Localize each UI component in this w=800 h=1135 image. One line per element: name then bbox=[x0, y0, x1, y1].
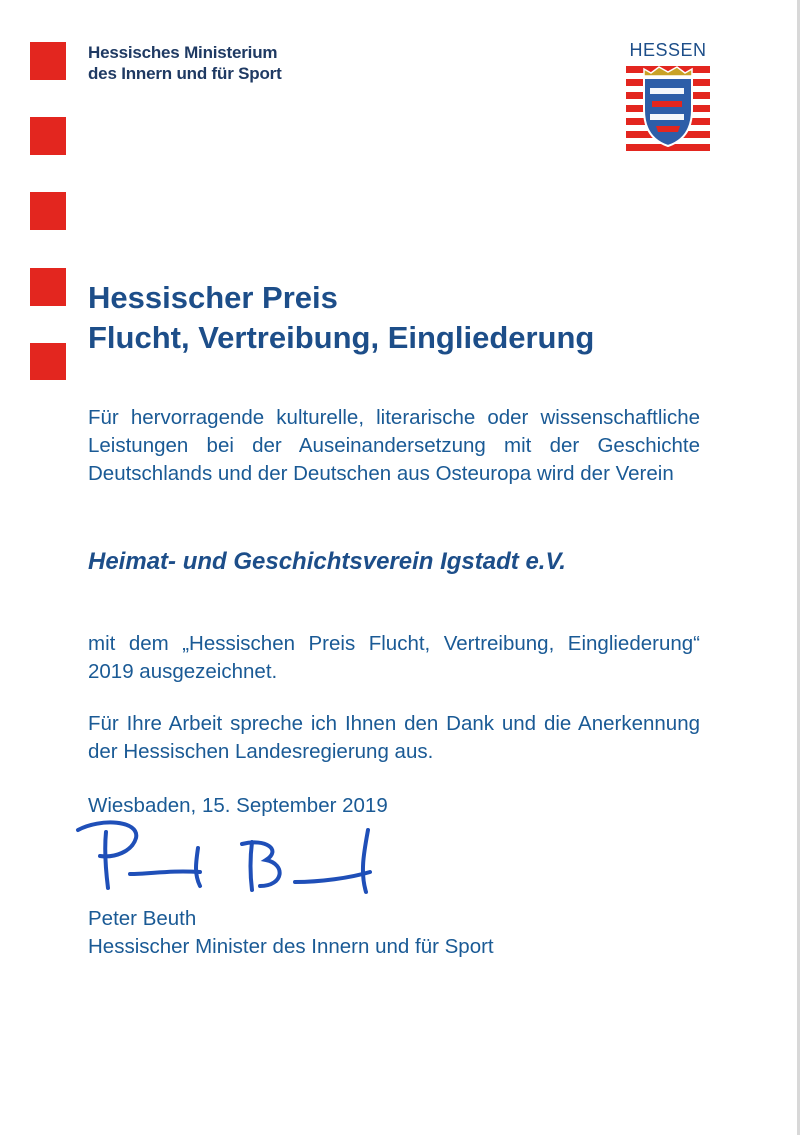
page-title bbox=[88, 278, 594, 358]
title-line-2: Flucht, Vertreibung, Eingliederung bbox=[88, 320, 595, 355]
ministry-name bbox=[88, 42, 282, 84]
handwritten-signature bbox=[70, 812, 390, 902]
awardee-organization: Heimat- und Geschichtsverein Igstadt e.V. bbox=[88, 548, 566, 575]
hessen-state-logo bbox=[624, 40, 712, 152]
red-square-decoration bbox=[30, 343, 66, 380]
title-line-1: Hessischer Preis bbox=[88, 280, 338, 315]
hessen-coat-of-arms-icon bbox=[626, 66, 710, 152]
place-and-date: Wiesbaden, 15. September 2019 bbox=[88, 794, 388, 817]
award-paragraph: mit dem „Hessischen Preis Flucht, Vertreibung, Eingliederung“ 2019 ausgezeichnet. bbox=[88, 632, 700, 683]
ministry-line-1: Hessisches Ministerium bbox=[88, 43, 278, 62]
intro-paragraph: Für hervorragende kulturelle, literarische oder wissenschaftliche Leistungen bei der Auseinandersetzung mit der Geschichte Deutschlands und der Deutschen aus Osteuropa wird der Verein bbox=[88, 406, 700, 485]
red-square-decoration bbox=[30, 42, 66, 80]
thanks-paragraph: Für Ihre Arbeit spreche ich Ihnen den Dank und die Anerkennung der Hessischen Landesregierung aus. bbox=[88, 712, 700, 763]
red-square-decoration bbox=[30, 192, 66, 230]
red-square-decoration bbox=[30, 117, 66, 155]
ministry-line-2: des Innern und für Sport bbox=[88, 64, 282, 83]
signer-block bbox=[88, 905, 494, 961]
red-square-decoration bbox=[30, 268, 66, 306]
signer-title: Hessischer Minister des Innern und für Sport bbox=[88, 935, 494, 958]
signer-name: Peter Beuth bbox=[88, 907, 197, 930]
hessen-logo-text: HESSEN bbox=[629, 40, 707, 60]
